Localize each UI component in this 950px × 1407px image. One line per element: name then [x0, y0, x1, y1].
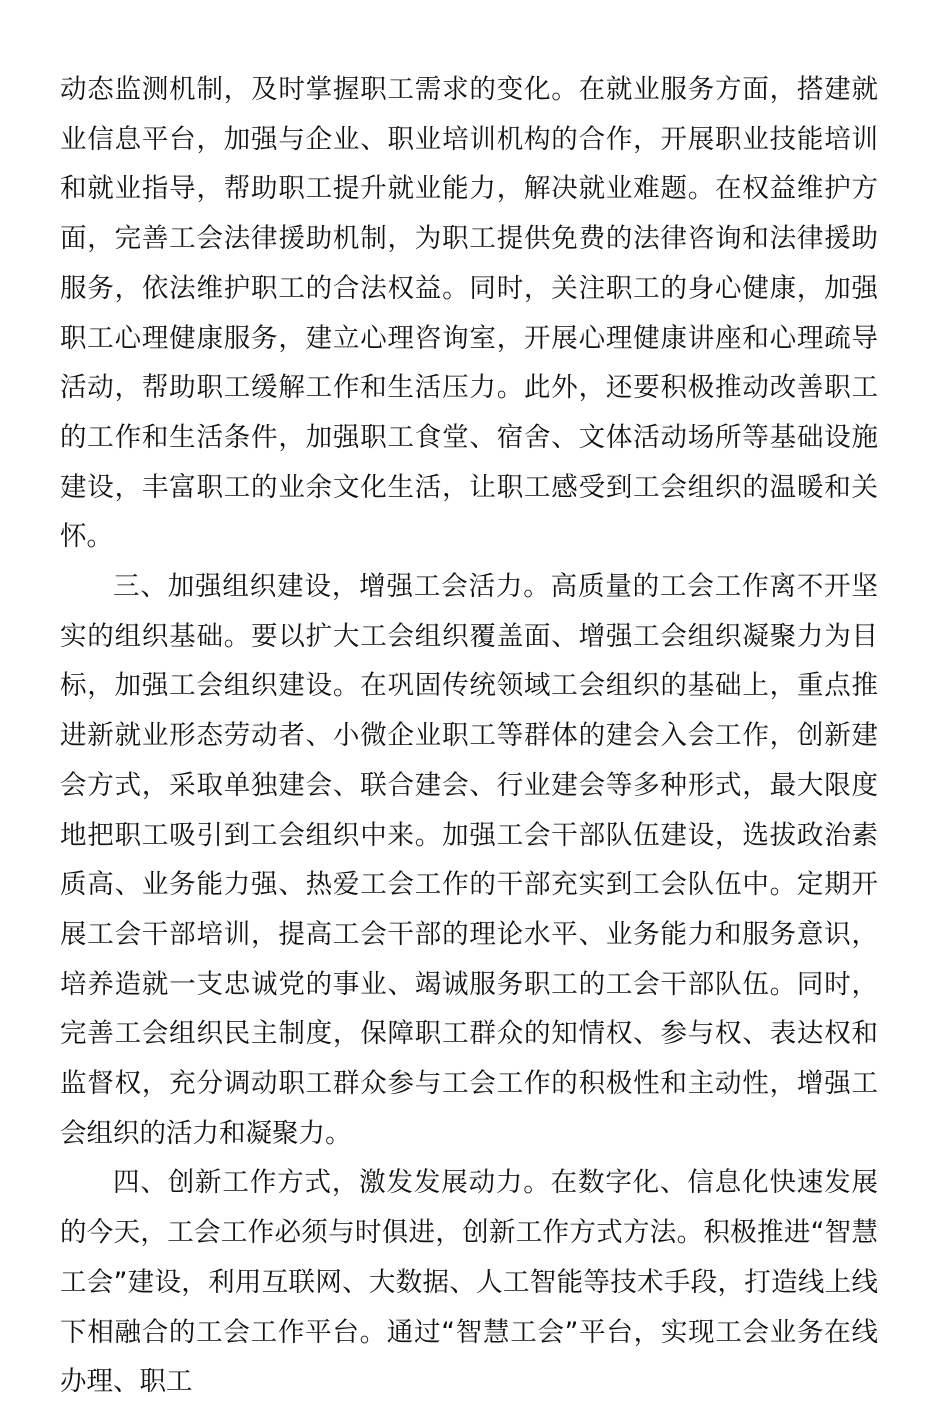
paragraph-organization: 三、加强组织建设，增强工会活力。高质量的工会工作离不开坚实的组织基础。要以扩大工会组织覆盖面、增强工会组织凝聚力为目标，加强工会组织建设。在巩固传统领域工会组织的基础上，重点推进新就业形态劳动者、小微企业职工等群体的建会入会工作，创新建会方式，采取单独建会、联合建会、行业建会等多种形式，最大限度地把职工吸引到工会组织中来。加强工会干部队伍建设，选拔政治素质高、业务能力强、热爱工会工作的干部充实到工会队伍中。定期开展工会干部培训，提高工会干部的理论水平、业务能力和服务意识，培养造就一支忠诚党的事业、竭诚服务职工的工会干部队伍。同时，完善工会组织民主制度，保障职工群众的知情权、参与权、表达权和监督权，充分调动职工群众参与工会工作的积极性和主动性，增强工会组织的活力和凝聚力。 [60, 571, 878, 1149]
document-body [60, 65, 878, 1407]
paragraph-services: 动态监测机制，及时掌握职工需求的变化。在就业服务方面，搭建就业信息平台，加强与企业、职业培训机构的合作，开展职业技能培训和就业指导，帮助职工提升就业能力，解决就业难题。在权益维护方面，完善工会法律援助机制，为职工提供免费的法律咨询和法律援助服务，依法维护职工的合法权益。同时，关注职工的身心健康，加强职工心理健康服务，建立心理咨询室，开展心理健康讲座和心理疏导活动，帮助职工缓解工作和生活压力。此外，还要积极推动改善职工的工作和生活条件，加强职工食堂、宿舍、文体活动场所等基础设施建设，丰富职工的业余文化生活，让职工感受到工会组织的温暖和关怀。 [60, 74, 878, 553]
paragraph-innovation: 四、创新工作方式，激发发展动力。在数字化、信息化快速发展的今天，工会工作必须与时俱进，创新工作方式方法。积极推进“智慧工会”建设，利用互联网、大数据、人工智能等技术手段，打造线上线下相融合的工会工作平台。通过“智慧工会”平台，实现工会业务在线办理、职工 [60, 1167, 878, 1398]
